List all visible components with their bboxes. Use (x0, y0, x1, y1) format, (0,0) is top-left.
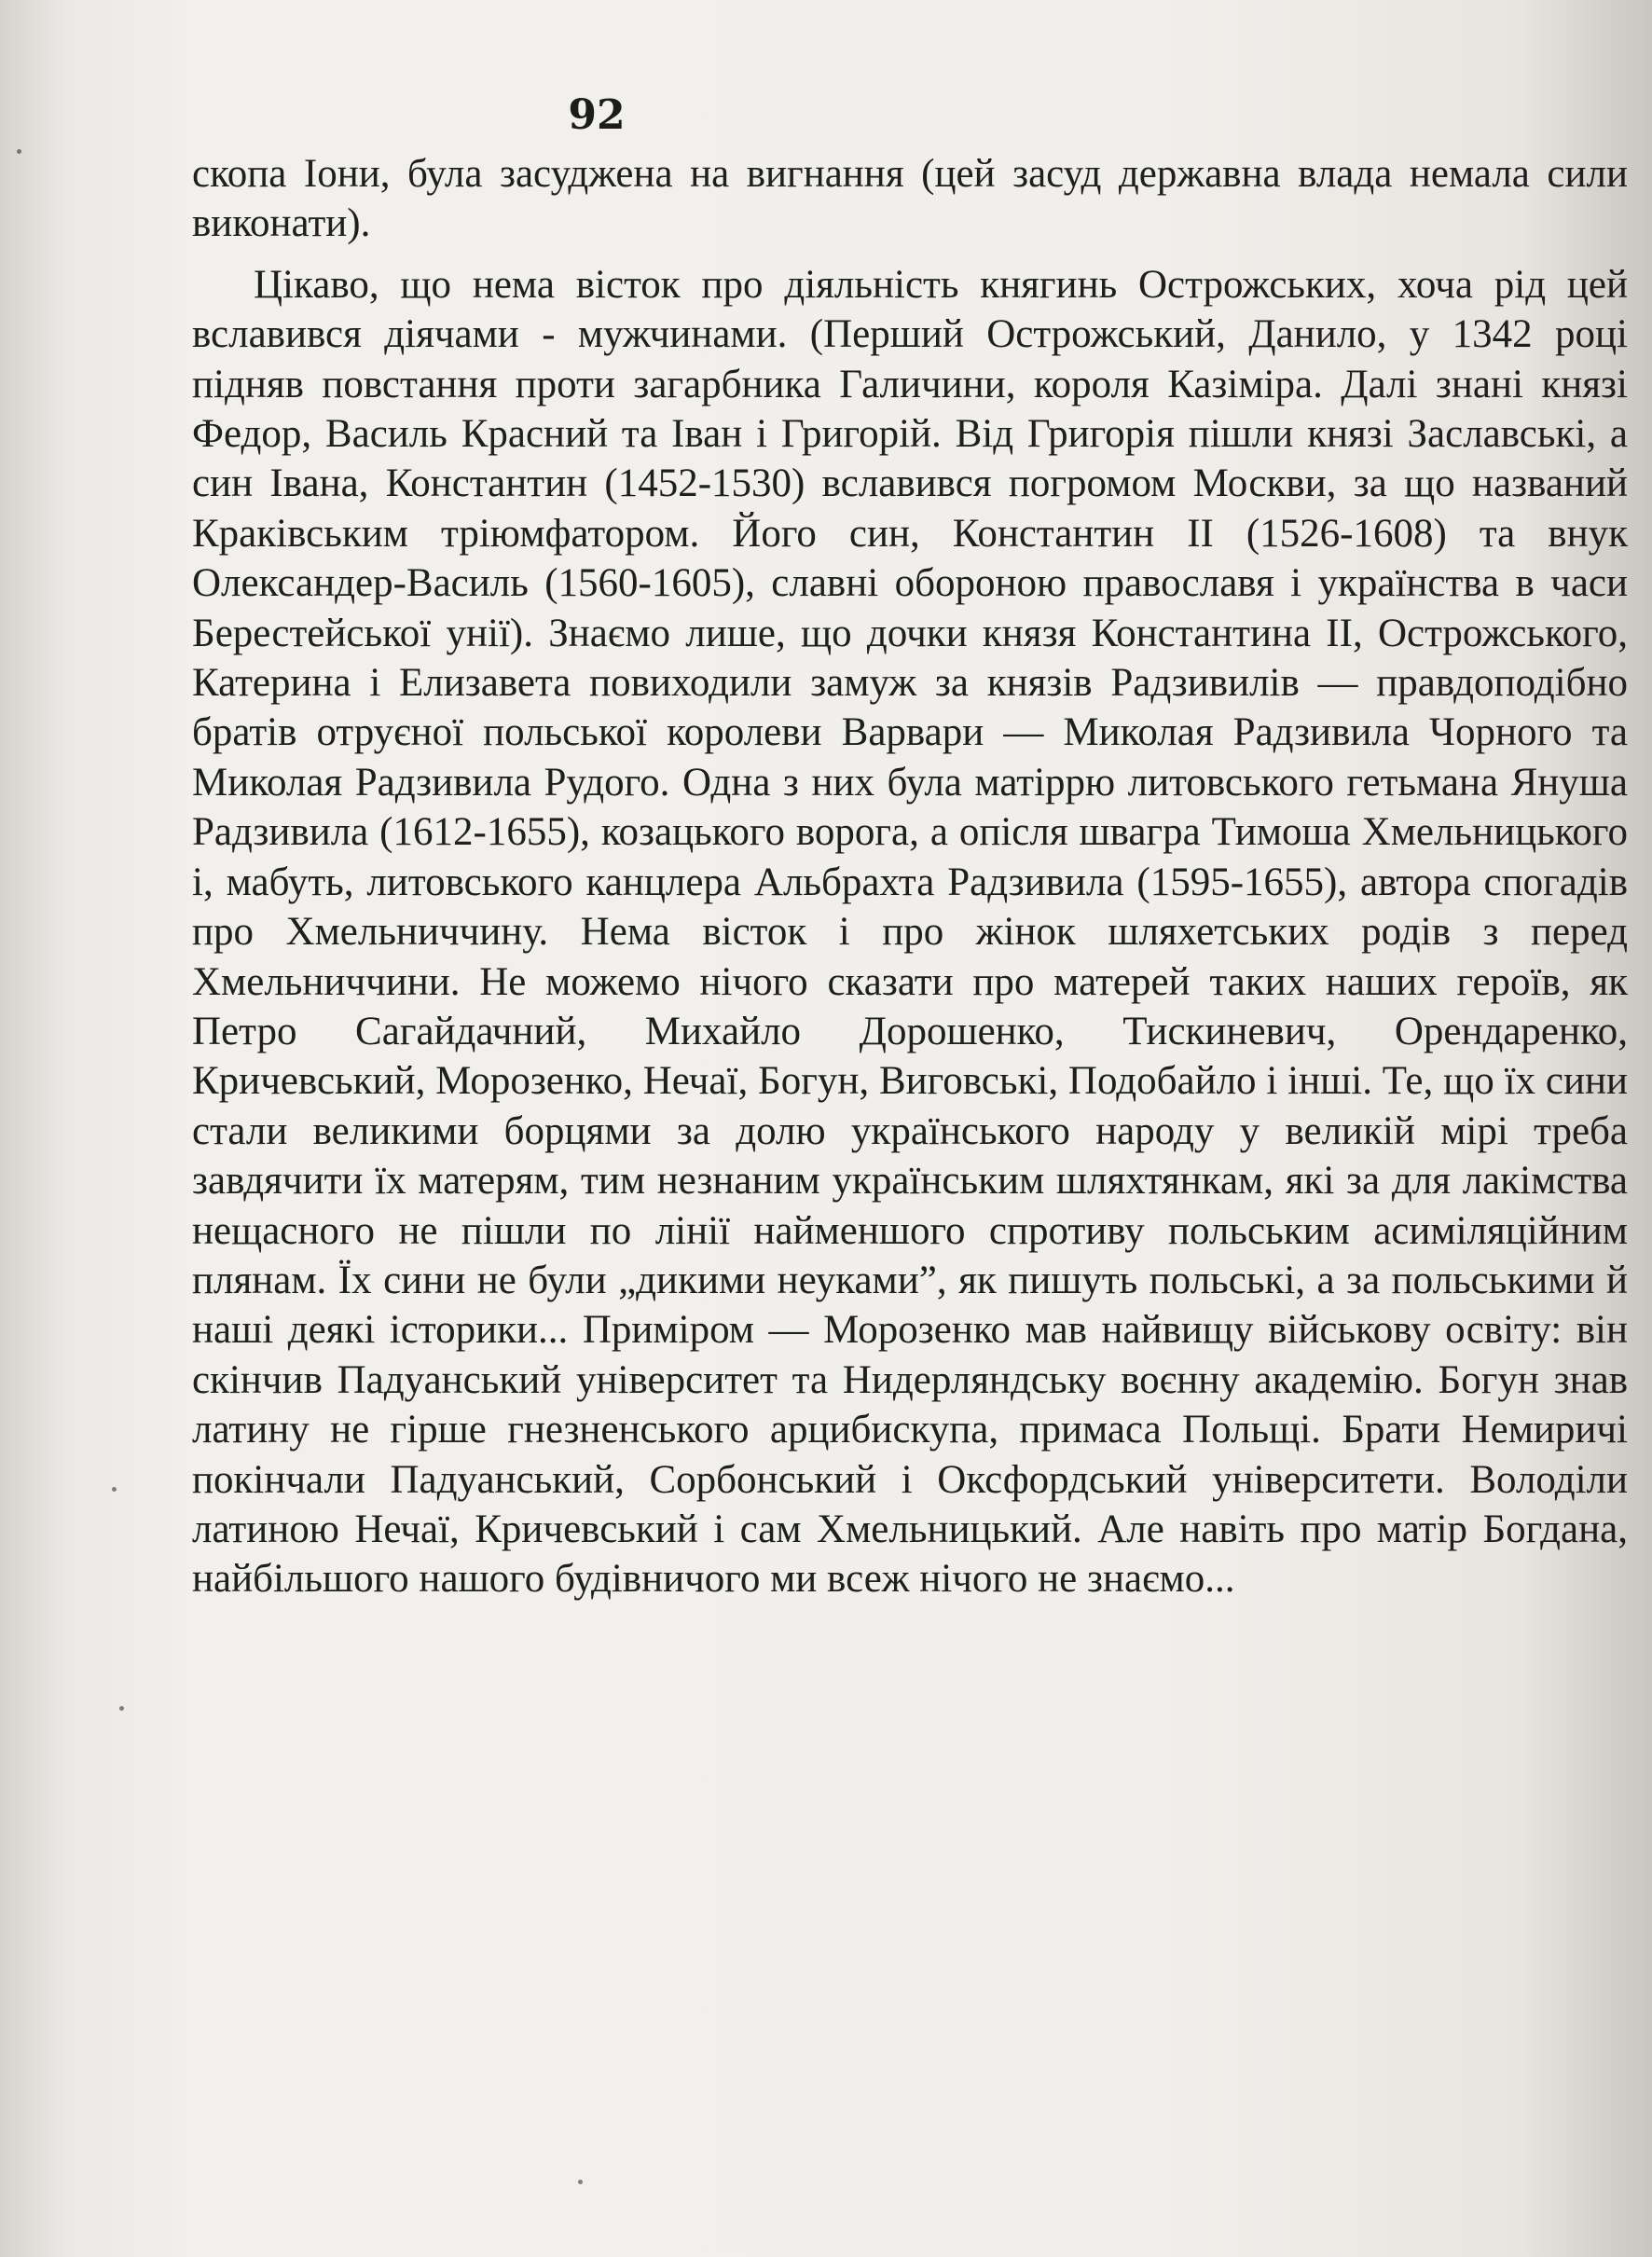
paper-speck (112, 1487, 117, 1492)
page-number: 92 (568, 91, 626, 139)
paper-speck (17, 149, 21, 154)
paragraph-main: Цікаво, що нема вісток про діяльність княгинь Острожських, хоча рід цей вславився діячами - мужчинами. (Перший Острожський, Данило, у 1342 році підняв повстання проти загарбника Галичини, короля Казіміра. Далі знані князі Федор, Василь Красний та Іван і Григорій. Від Григорія пішли князі Заславські, а син Івана, Константин (1452-1530) вславився погромом Москви, за що названий Краківським тріюмфатором. Його син, Константин II (1526-1608) та внук Олександер-Василь (1560-1605), славні обороною православя і українства в часи Берестейської унії). Знаємо лише, що дочки князя Константина II, Острожського, Катерина і Елизавета повиходили замуж за князів Радзивилів — правдоподібно братів отруєної польської королеви Варвари — Миколая Радзивила Чорного та Миколая Радзивила Рудого. Одна з них була матіррю литовського гетьмана Януша Радзивила (1612-1655), козацького ворога, а опісля швагра Тимоша Хмельницького і, мабуть, литовського канцлера Альбрахта Радзивила (1595-1655), автора спогадів про Хмельниччину. Нема вісток і про жінок шляхетських родів з перед Хмельниччини. Не можемо нічого сказати про матерей таких наших героїв, як Петро Сагайдачний, Михайло Дорошенко, Тискиневич, Орендаренко, Кричевський, Морозенко, Нечаї, Богун, Виговські, Подобайло і інші. Те, що їх сини стали великими борцями за долю українського народу у великій мірі треба завдячити їх матерям, тим незнаним українським шляхтянкам, які за для лакімства нещасного не пішли по лінії найменшого спротиву польським асиміляційним плянам. Їх сини не були „дикими неуками”, як пишуть польські, а за польськими й наші деякі історики... Приміром — Морозенко мав найвищу військову освіту: він скінчив Падуанський університет та Нидерляндську воєнну академію. Богун знав латину не гірше гнезненського арцибискупа, примаса Польщі. Брати Немиричі покінчали Падуанський, Сорбонський і Оксфордський університети. Володіли латиною Нечаї, Кричевський і сам Хмельницький. Але навіть про матір Богдана, найбільшого нашого будівничого ми всеж нічого не знаємо... (192, 262, 1628, 1602)
paper-speck (578, 2180, 583, 2184)
paragraph-continuation: скопа Іони, була засуджена на вигнання (цей засуд державна влада немала сили виконати). (192, 152, 1628, 246)
body-text (192, 149, 1628, 1604)
paper-speck (119, 1706, 124, 1711)
